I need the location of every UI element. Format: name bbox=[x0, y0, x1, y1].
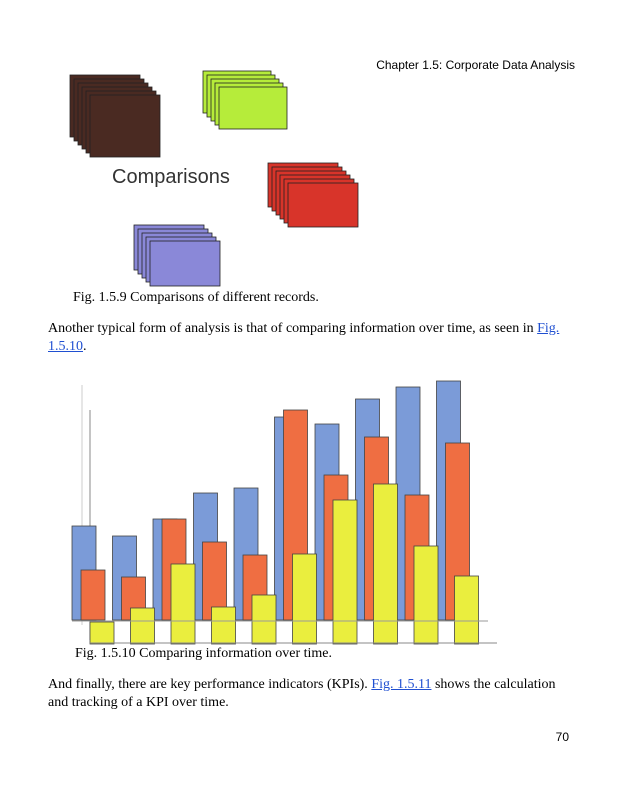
bar-series-3-item-7 bbox=[333, 500, 357, 644]
bar-series-3-item-5 bbox=[252, 595, 276, 644]
bar-series-2-item-1 bbox=[81, 570, 105, 620]
link-fig-1-5-10[interactable]: Fig. 1.5.10 bbox=[48, 321, 560, 354]
figure-1-5-10-caption: Fig. 1.5.10 Comparing information over time. bbox=[75, 646, 333, 661]
bar-series-3-item-1 bbox=[90, 622, 114, 644]
figure-1-5-9-caption: Fig. 1.5.9 Comparisons of different records. bbox=[73, 290, 319, 305]
paragraph-text: And finally, there are key performance indicators (KPIs). bbox=[48, 677, 372, 692]
bar-series-3-item-10 bbox=[455, 576, 479, 644]
page-number: 70 bbox=[555, 730, 569, 744]
paragraph-text-end: . bbox=[83, 339, 87, 354]
bar-series-3-item-2 bbox=[131, 608, 155, 644]
paragraph-text-end: shows the calculation and tracking of a KPI over time. bbox=[48, 677, 556, 710]
paragraph-text: Another typical form of analysis is that of comparing information over time, as seen in bbox=[48, 321, 538, 336]
bar-series-3-item-8 bbox=[374, 484, 398, 644]
bar-series-3-item-3 bbox=[171, 564, 195, 644]
bar-series-3-item-6 bbox=[293, 554, 317, 644]
bar-series-3-item-4 bbox=[212, 607, 236, 644]
paragraph-kpis bbox=[48, 676, 568, 712]
comparisons-label: Comparisons bbox=[112, 166, 230, 188]
chapter-header: Chapter 1.5: Corporate Data Analysis bbox=[376, 58, 575, 72]
link-fig-1-5-11[interactable]: Fig. 1.5.11 bbox=[371, 677, 432, 692]
bar-series-3-item-9 bbox=[414, 546, 438, 644]
